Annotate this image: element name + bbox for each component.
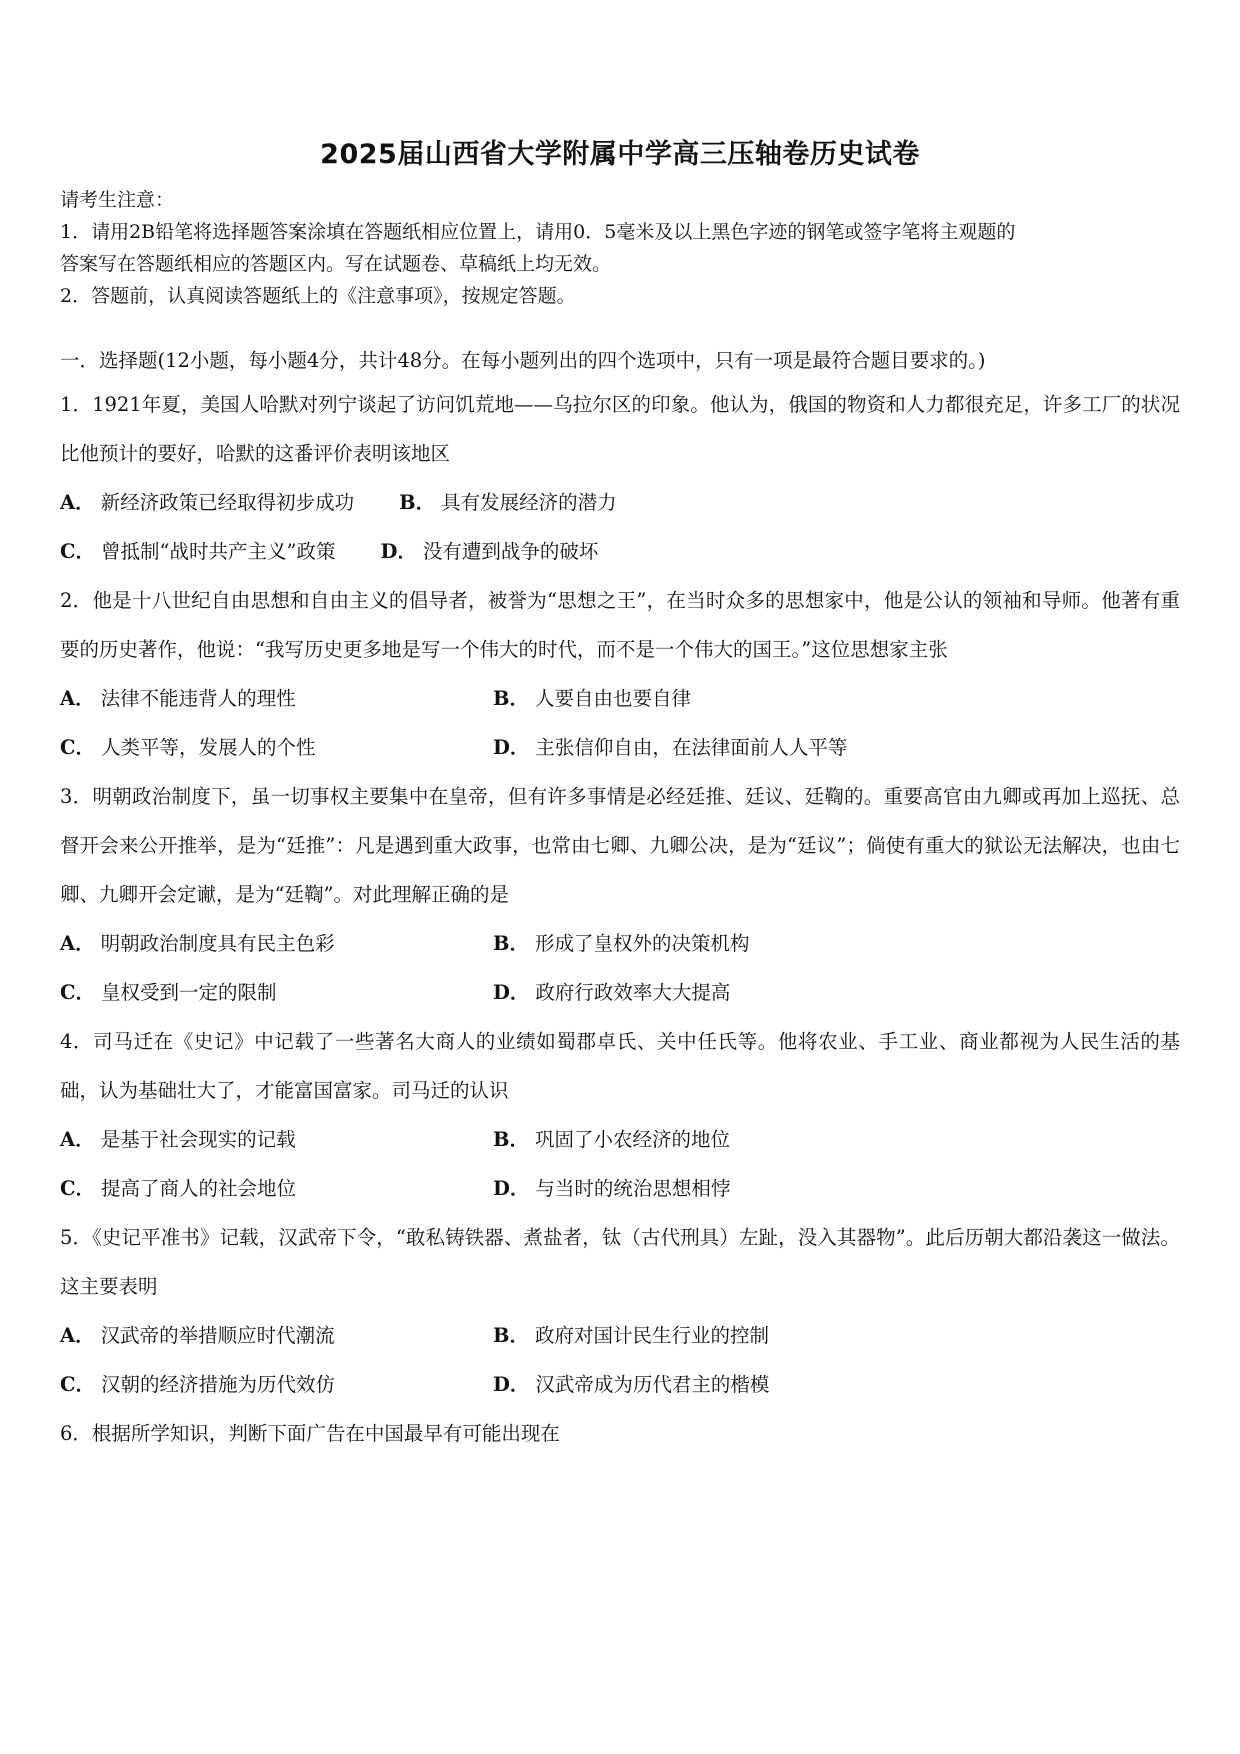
question-stem: 1．1921年夏，美国人哈默对列宁谈起了访问饥荒地——乌拉尔区的印象。他认为，俄国的物资和人力都很充足，许多工厂的状况比他预计的要好，哈默的这番评价表明该地区 bbox=[60, 393, 1180, 465]
option-letter: A． bbox=[60, 491, 95, 514]
option-letter: B． bbox=[493, 932, 529, 955]
option-row bbox=[60, 1360, 1180, 1409]
option-text: 皇权受到一定的限制 bbox=[101, 981, 277, 1004]
option-row bbox=[60, 1115, 1180, 1164]
option-text: 人类平等，发展人的个性 bbox=[101, 736, 316, 759]
option-text: 汉朝的经济措施为历代效仿 bbox=[101, 1373, 336, 1396]
option-b bbox=[493, 1311, 769, 1360]
option-d bbox=[493, 1360, 769, 1409]
option-text: 是基于社会现实的记载 bbox=[100, 1128, 296, 1151]
option-text: 法律不能违背人的理性 bbox=[100, 687, 296, 710]
option-b bbox=[399, 478, 617, 527]
option-a bbox=[60, 1311, 493, 1360]
section-heading: 一．选择题(12小题，每小题4分，共计48分。在每小题列出的四个选项中，只有一项是最符合题目要求的。) bbox=[60, 349, 986, 372]
option-row bbox=[60, 919, 1180, 968]
question-3 bbox=[60, 772, 1180, 1017]
question-stem: 3．明朝政治制度下，虽一切事权主要集中在皇帝，但有许多事情是必经廷推、廷议、廷鞫的。重要高官由九卿或再加上巡抚、总督开会来公开推举，是为“廷推”：凡是遇到重大政事，也常由七卿、九卿公决，是为“廷议”；倘使有重大的狱讼无法解决，也由七卿、九卿开会定谳，是为“廷鞫”。对此理解正确的是 bbox=[60, 785, 1180, 906]
option-letter: D． bbox=[493, 1373, 530, 1396]
option-a bbox=[60, 674, 493, 723]
option-letter: B． bbox=[493, 687, 529, 710]
exam-title: 2025届山西省大学附属中学高三压轴卷历史试卷 bbox=[320, 139, 920, 170]
option-text: 新经济政策已经取得初步成功 bbox=[100, 491, 355, 514]
option-text: 巩固了小农经济的地位 bbox=[534, 1128, 730, 1151]
option-d bbox=[493, 1164, 730, 1213]
option-letter: D． bbox=[380, 540, 417, 563]
option-row bbox=[60, 968, 1180, 1017]
option-row bbox=[60, 527, 1180, 576]
option-d bbox=[493, 723, 847, 772]
option-letter: C． bbox=[60, 981, 96, 1004]
option-a bbox=[60, 478, 354, 527]
question-stem: 5．《史记平准书》记载，汉武帝下令，“敢私铸铁器、煮盐者，钛（古代刑具）左趾，没入其器物”。此后历朝大都沿袭这一做法。这主要表明 bbox=[60, 1226, 1180, 1298]
option-letter: C． bbox=[60, 736, 96, 759]
option-letter: A． bbox=[60, 687, 95, 710]
option-a bbox=[60, 1115, 493, 1164]
option-row bbox=[60, 478, 1180, 527]
option-text: 提高了商人的社会地位 bbox=[101, 1177, 297, 1200]
option-text: 主张信仰自由，在法律面前人人平等 bbox=[535, 736, 848, 759]
option-letter: B． bbox=[493, 1324, 529, 1347]
option-text: 政府对国计民生行业的控制 bbox=[534, 1324, 769, 1347]
option-c bbox=[60, 723, 493, 772]
option-c bbox=[60, 968, 493, 1017]
question-stem: 6．根据所学知识，判断下面广告在中国最早有可能出现在 bbox=[60, 1422, 560, 1445]
question-4 bbox=[60, 1017, 1180, 1213]
question-5 bbox=[60, 1213, 1180, 1409]
option-row bbox=[60, 674, 1180, 723]
option-b bbox=[493, 674, 691, 723]
option-letter: B． bbox=[493, 1128, 529, 1151]
question-stem: 4．司马迁在《史记》中记载了一些著名大商人的业绩如蜀郡卓氏、关中任氏等。他将农业、手工业、商业都视为人民生活的基础，认为基础壮大了，才能富国富家。司马迁的认识 bbox=[60, 1030, 1180, 1102]
option-letter: A． bbox=[60, 932, 95, 955]
question-6 bbox=[60, 1409, 1180, 1458]
option-text: 具有发展经济的潜力 bbox=[441, 491, 617, 514]
option-text: 曾抵制“战时共产主义”政策 bbox=[101, 540, 336, 563]
notice-heading: 请考生注意： bbox=[60, 189, 175, 211]
option-letter: A． bbox=[60, 1128, 95, 1151]
option-text: 政府行政效率大大提高 bbox=[535, 981, 731, 1004]
option-row bbox=[60, 1164, 1180, 1213]
option-text: 形成了皇权外的决策机构 bbox=[534, 932, 750, 955]
option-letter: B． bbox=[399, 491, 436, 514]
question-1 bbox=[60, 380, 1180, 576]
option-text: 明朝政治制度具有民主色彩 bbox=[100, 932, 335, 955]
notice-line: 答案写在答题纸相应的答题区内。写在试题卷、草稿纸上均无效。 bbox=[60, 253, 612, 275]
notice-line: 2．答题前，认真阅读答题纸上的《注意事项》，按规定答题。 bbox=[60, 285, 576, 307]
option-a bbox=[60, 919, 493, 968]
option-b bbox=[493, 1115, 730, 1164]
option-row bbox=[60, 723, 1180, 772]
option-text: 汉武帝成为历代君主的楷模 bbox=[535, 1373, 770, 1396]
question-stem: 2．他是十八世纪自由思想和自由主义的倡导者，被誉为“思想之王”，在当时众多的思想家中，他是公认的领袖和导师。他著有重要的历史著作，他说：“我写历史更多地是写一个伟大的时代，而不是一个伟大的国王。”这位思想家主张 bbox=[60, 589, 1180, 661]
option-row bbox=[60, 1311, 1180, 1360]
option-letter: C． bbox=[60, 1177, 96, 1200]
option-text: 汉武帝的举措顺应时代潮流 bbox=[100, 1324, 335, 1347]
exam-content bbox=[60, 346, 1180, 1458]
option-d bbox=[493, 968, 730, 1017]
question-2 bbox=[60, 576, 1180, 772]
notice-body bbox=[60, 216, 1190, 312]
notice-line: 1．请用2B铅笔将选择题答案涂填在答题纸相应位置上，请用0．5毫米及以上黑色字迹的钢笔或签字笔将主观题的 bbox=[60, 221, 1016, 243]
option-letter: C． bbox=[60, 1373, 96, 1396]
option-c bbox=[60, 1164, 493, 1213]
option-b bbox=[493, 919, 750, 968]
option-c bbox=[60, 1360, 493, 1409]
option-text: 没有遭到战争的破坏 bbox=[422, 540, 599, 563]
option-d bbox=[380, 527, 598, 576]
option-text: 人要自由也要自律 bbox=[534, 687, 691, 710]
option-letter: D． bbox=[493, 1177, 530, 1200]
option-letter: C． bbox=[60, 540, 96, 563]
option-text: 与当时的统治思想相悖 bbox=[535, 1177, 731, 1200]
option-letter: D． bbox=[493, 981, 530, 1004]
option-letter: D． bbox=[493, 736, 530, 759]
option-letter: A． bbox=[60, 1324, 95, 1347]
option-c bbox=[60, 527, 335, 576]
